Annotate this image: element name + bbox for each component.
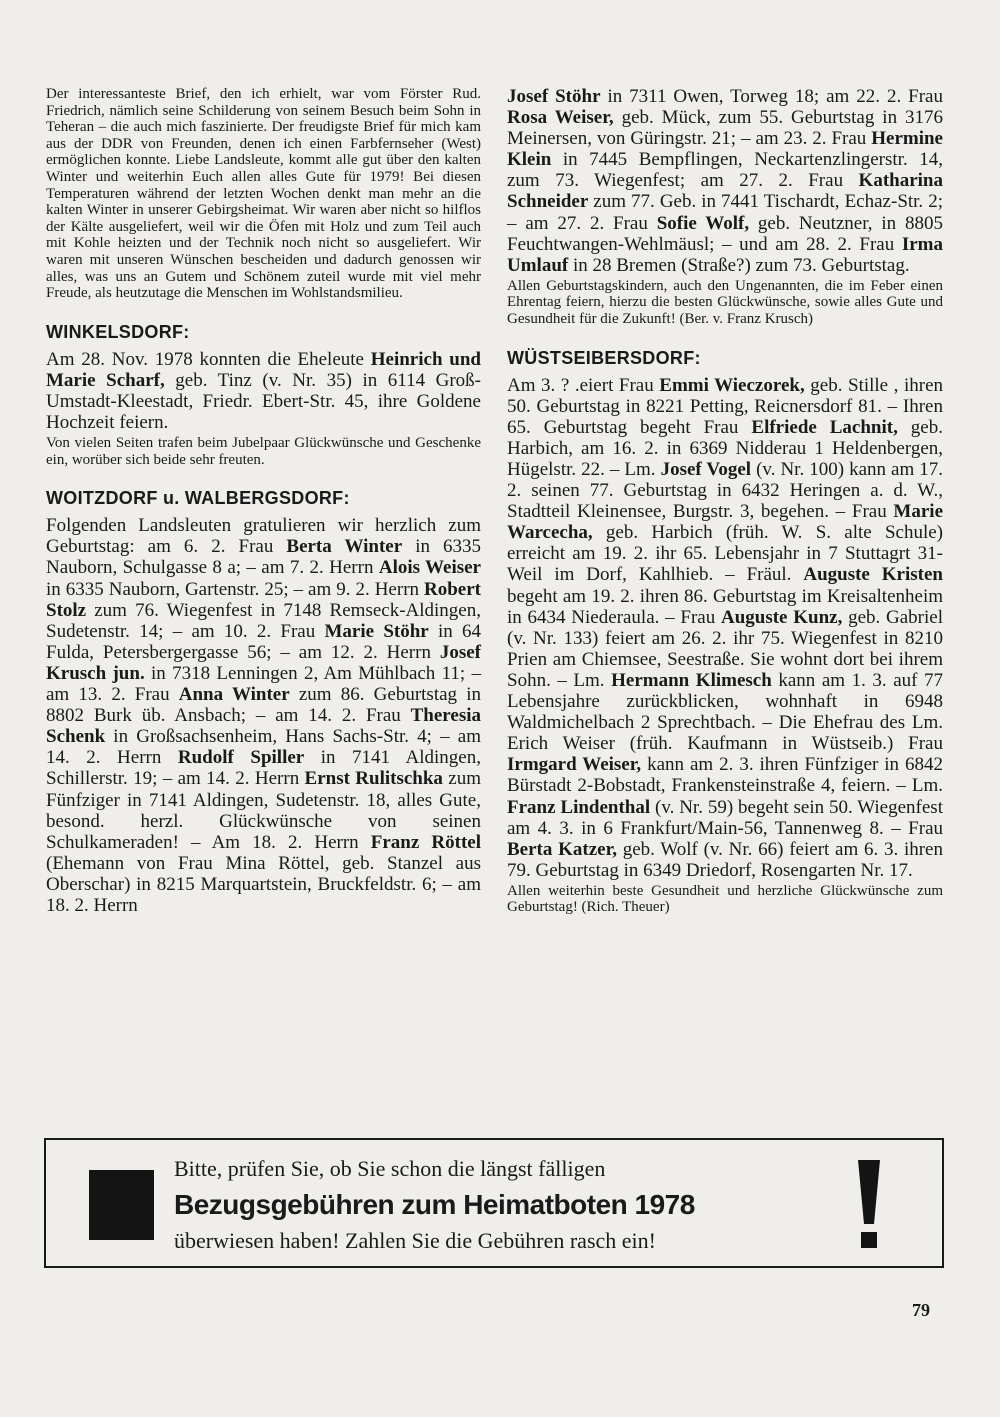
- wuestseibersdorf-paragraph: Am 3. ? .eiert Frau Emmi Wieczorek, geb. Stille , ihren 50. Geburtstag in 8221 Petting, Reicnersdorf 81. – Ihren 65. Geburtstag begeht Frau Elfriede Lachnit, geb. Harbich, am 16. 2. in 6369 Nidderau 1 Heldenbergen, Hügelstr. 22. – Lm. Josef Vogel (v. Nr. 100) kann am 17. 2. seinen 77. Geburtstag in 6432 Heringen a. d. W., Stadtteil Kleinensee, Burgstr. 3, begehen. – Frau Marie Warcecha, geb. Harbich (früh. W. S. alte Schule) erreicht am 19. 2. ihr 65. Lebensjahr in 7 Stuttagrt 31-Weil im Dorf, Kahlhieb. – Fräul. Auguste Kristen begeht am 19. 2. ihren 86. Geburtstag im Kreisaltenheim in 6434 Niederaula. – Frau Auguste Kunz, geb. Gabriel (v. Nr. 133) feiert am 26. 2. ihr 75. Wiegenfest in 8210 Prien am Chiemsee, Seestraße. Sie wohnt dort bei ihrem Sohn. – Lm. Hermann Klimesch kann am 1. 3. auf 77 Lebensjahre zurückblicken, wohnhaft in 6948 Waldmichelbach 2 Sprechtbach. – Die Ehefrau des Lm. Erich Weiser (früh. Kaufmann in Wüstseib.) Frau Irmgard Weiser, kann am 2. 3. ihren Fünfziger in 6842 Bürstadt 2-Bobstadt, Frankensteinstraße 4, feiern. – Lm. Franz Lindenthal (v. Nr. 59) begeht sein 50. Wiegenfest am 4. 3. in 6 Frankfurt/Main-56, Tannenweg 8. – Frau Berta Katzer, geb. Wolf (v. Nr. 66) feiert am 6. 3. ihren 79. Geburtstag in 6349 Driedorf, Rosengarten Nr. 17.: [507, 374, 944, 881]
- birthday-wishes-note: Allen Geburtstagskindern, auch den Ungenannten, die im Feber einen Ehrentag feiern, hierzu die besten Glückwünsche, sowie alles Gute und Gesundheit für die Zukunft! (Ber. v. Franz Krusch): [507, 277, 943, 328]
- right-column: [507, 86, 943, 916]
- birthday-continuation-paragraph: Josef Stöhr in 7311 Owen, Torweg 18; am 22. 2. Frau Rosa Weiser, geb. Mück, zum 55. Geburtstag in 3176 Meinersen, von Güringstr. 21; – am 23. 2. Frau Hermine Klein in 7445 Bempflingen, Neckartenzlingerstr. 14, zum 73. Wiegenfest; am 27. 2. Frau Katharina Schneider zum 77. Geb. in 7441 Tischardt, Echaz-Str. 2; – am 27. 2. Frau Sofie Wolf, geb. Neutzner, in 8805 Feuchtwangen-Wehlmäusl; – und am 28. 2. Frau Irma Umlauf in 28 Bremen (Straße?) zum 73. Geburtstag.: [507, 86, 944, 276]
- payment-reminder-banner: [44, 1138, 944, 1268]
- woitzdorf-paragraph: Folgenden Landsleuten gratulieren wir herzlich zum Geburtstag: am 6. 2. Frau Berta Winter in 6335 Nauborn, Schulgasse 8 a; – am 7. 2. Herrn Alois Weiser in 6335 Nauborn, Gartenstr. 25; – am 9. 2. Herrn Robert Stolz zum 76. Wiegenfest in 7148 Remseck-Aldingen, Sudetenstr. 14; – am 10. 2. Frau Marie Stöhr in 64 Fulda, Petersbergergasse 56; – am 12. 2. Herrn Josef Krusch jun. in 7318 Lenningen 2, Am Mühlbach 11; – am 13. 2. Frau Anna Winter zum 86. Geburtstag in 8802 Burk üb. Ansbach; – am 14. 2. Frau Theresia Schenk in Großsachsenheim, Hans Sachs-Str. 4; – am 14. 2. Herrn Rudolf Spiller in 7141 Aldingen, Schillerstr. 19; – am 14. 2. Herrn Ernst Rulitschka zum Fünfziger in 7141 Aldingen, Sudetenstr. 18, alles Gute, besond. herzl. Glückwünsche von seinen Schulkameraden! – Am 18. 2. Herrn Franz Röttel (Ehemann von Frau Mina Röttel, geb. Stanzel aus Oberschar) in 8215 Marquartstein, Bruckfeldstr. 6; – am 18. 2. Herrn: [46, 515, 482, 916]
- heading-wuestseibersdorf: WÜSTSEIBERSDORF:: [507, 347, 701, 368]
- exclamation-icon: [856, 1160, 882, 1250]
- intro-paragraph: Der interessanteste Brief, den ich erhielt, war vom Förster Rud. Friedrich, nämlich seine Schilderung von seinem Besuch beim Sohn in Teheran – die auch mich faszinierte. Der freudigste Brief für mich kam aus der DDR von Freunden, denen ich einen Farbfernseher (West) ermöglichen konnte. Liebe Landsleute, kommt alle gut über den kalten Winter und weiterhin Euch allen alles Gute für 1979! Bei diesen Temperaturen während der letzten Wochen denkt man mehr an die kalten Winter in unserer Gebirgsheimat. Wir waren aber nicht so hilflos der Kälte ausgeliefert, weil wir die Öfen mit Holz und zum Teil auch mit Kohle heizten und der Technik noch nicht so ausgeliefert. Wir waren mit unseren Wünschen bescheiden und dadurch genossen wir alles, was uns an Gutem und Schönem zuteil wurde mit viel mehr Freude, als heutzutage die Menschen im Wohlstandsmilieu.: [46, 86, 481, 302]
- closing-note: Allen weiterhin beste Gesundheit und herzliche Glückwünsche zum Geburtstag! (Rich. Theuer): [507, 882, 943, 916]
- banner-line-2: Bezugsgebühren zum Heimatboten 1978: [174, 1189, 695, 1220]
- page-number: 79: [912, 1300, 930, 1320]
- banner-line-1: Bitte, prüfen Sie, ob Sie schon die längst fälligen: [174, 1156, 606, 1181]
- winkelsdorf-note: Von vielen Seiten trafen beim Jubelpaar Glückwünsche und Geschenke ein, worüber sich beide sehr freuten.: [46, 435, 481, 468]
- winkelsdorf-paragraph: Am 28. Nov. 1978 konnten die Eheleute Heinrich und Marie Scharf, geb. Tinz (v. Nr. 35) in 6114 Groß-Umstadt-Kleestadt, Friedr. Ebert-Str. 45, ihre Goldene Hochzeit feiern.: [46, 348, 482, 433]
- heading-winkelsdorf: WINKELSDORF:: [46, 321, 190, 342]
- heading-woitzdorf: WOITZDORF u. WALBERGSDORF:: [46, 488, 350, 509]
- left-column: [46, 86, 481, 916]
- banner-line-3: überwiesen haben! Zahlen Sie die Gebühren rasch ein!: [174, 1228, 656, 1253]
- black-square-icon: [89, 1170, 154, 1240]
